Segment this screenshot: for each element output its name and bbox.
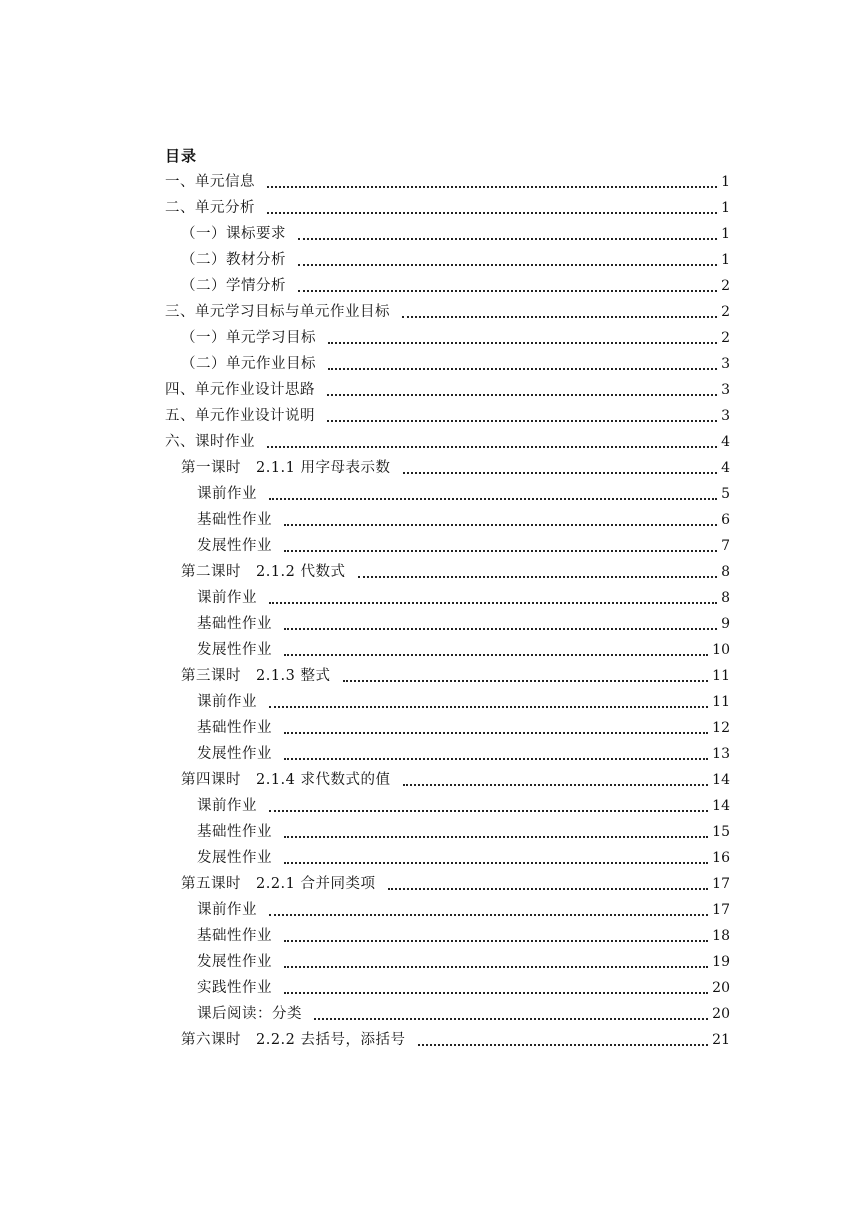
toc-entry[interactable] xyxy=(165,273,730,299)
toc-page-number: 8 xyxy=(721,564,730,580)
toc-page-number: 7 xyxy=(721,538,730,554)
toc-page-number: 17 xyxy=(712,876,730,892)
toc-entry-text: （一）单元学习目标 xyxy=(181,330,316,346)
toc-entry[interactable] xyxy=(165,325,730,351)
toc-page-number: 11 xyxy=(712,694,730,710)
toc-entry-text: 基础性作业 xyxy=(197,928,272,944)
toc-entry-text: 第一课时 2.1.1 用字母表示数 xyxy=(181,460,391,476)
toc-entry[interactable] xyxy=(165,377,730,403)
toc-entry[interactable] xyxy=(165,585,730,611)
toc-entry-text: （二）学情分析 xyxy=(181,278,286,294)
toc-page-number: 2 xyxy=(721,330,730,346)
toc-entry[interactable] xyxy=(165,169,730,195)
toc-dot-leader xyxy=(327,403,717,429)
toc-entry-text: 四、单元作业设计思路 xyxy=(165,382,315,398)
toc-page-number: 1 xyxy=(721,174,730,190)
toc-page-number: 16 xyxy=(712,850,730,866)
toc-entry[interactable] xyxy=(165,819,730,845)
toc-page-number: 4 xyxy=(721,434,730,450)
toc-page-number: 4 xyxy=(721,460,730,476)
toc-entry-text: （二）单元作业目标 xyxy=(181,356,316,372)
toc-page-number: 3 xyxy=(721,408,730,424)
toc-page-number: 19 xyxy=(712,954,730,970)
toc-dot-leader xyxy=(284,975,708,1001)
toc-page-number: 5 xyxy=(721,486,730,502)
toc-entry-text: （二）教材分析 xyxy=(181,252,286,268)
toc-page-number: 1 xyxy=(721,200,730,216)
toc-entry[interactable] xyxy=(165,559,730,585)
toc-entry[interactable] xyxy=(165,1001,730,1027)
toc-dot-leader xyxy=(298,273,717,299)
toc-entry-text: 基础性作业 xyxy=(197,824,272,840)
toc-entry[interactable] xyxy=(165,299,730,325)
toc-page-number: 20 xyxy=(712,1006,730,1022)
toc-dot-leader xyxy=(284,845,708,871)
toc-dot-leader xyxy=(402,299,717,325)
toc-dot-leader xyxy=(328,351,717,377)
toc-dot-leader xyxy=(284,507,717,533)
toc-page-number: 18 xyxy=(712,928,730,944)
toc-page-number: 3 xyxy=(721,382,730,398)
toc-entry[interactable] xyxy=(165,533,730,559)
toc-dot-leader xyxy=(328,325,717,351)
toc-dot-leader xyxy=(343,663,709,689)
toc-dot-leader xyxy=(267,195,717,221)
toc-entry-text: 第五课时 2.2.1 合并同类项 xyxy=(181,876,376,892)
toc-entry-text: 基础性作业 xyxy=(197,512,272,528)
toc-entry-text: 发展性作业 xyxy=(197,746,272,762)
toc-dot-leader xyxy=(403,455,717,481)
toc-entry[interactable] xyxy=(165,481,730,507)
toc-entry[interactable] xyxy=(165,1027,730,1053)
toc-dot-leader xyxy=(358,559,717,585)
toc-page-number: 14 xyxy=(712,798,730,814)
toc-dot-leader xyxy=(403,767,709,793)
toc-page-number: 6 xyxy=(721,512,730,528)
toc-entry-text: 基础性作业 xyxy=(197,720,272,736)
toc-page-number: 21 xyxy=(712,1032,730,1048)
toc-dot-leader xyxy=(269,585,717,611)
toc-entry[interactable] xyxy=(165,247,730,273)
toc-page-number: 1 xyxy=(721,226,730,242)
toc-entry[interactable] xyxy=(165,689,730,715)
toc-entry-text: 发展性作业 xyxy=(197,538,272,554)
toc-page-number: 11 xyxy=(712,668,730,684)
toc-dot-leader xyxy=(284,715,708,741)
toc-dot-leader xyxy=(298,221,717,247)
toc-page-number: 14 xyxy=(712,772,730,788)
toc-dot-leader xyxy=(284,923,708,949)
toc-dot-leader xyxy=(284,611,717,637)
toc-entry[interactable] xyxy=(165,975,730,1001)
toc-entry-text: 三、单元学习目标与单元作业目标 xyxy=(165,304,390,320)
toc-dot-leader xyxy=(327,377,717,403)
toc-dot-leader xyxy=(284,741,708,767)
toc-dot-leader xyxy=(314,1001,708,1027)
toc-list xyxy=(165,169,730,1053)
toc-entry[interactable] xyxy=(165,403,730,429)
toc-entry-text: 课后阅读：分类 xyxy=(197,1006,302,1022)
toc-entry-text: 课前作业 xyxy=(197,486,257,502)
toc-entry[interactable] xyxy=(165,767,730,793)
toc-entry[interactable] xyxy=(165,897,730,923)
toc-dot-leader xyxy=(269,793,708,819)
toc-page-number: 1 xyxy=(721,252,730,268)
toc-entry[interactable] xyxy=(165,351,730,377)
toc-entry[interactable] xyxy=(165,507,730,533)
toc-entry[interactable] xyxy=(165,923,730,949)
toc-entry[interactable] xyxy=(165,793,730,819)
toc-entry[interactable] xyxy=(165,741,730,767)
toc-entry[interactable] xyxy=(165,715,730,741)
toc-entry-text: 五、单元作业设计说明 xyxy=(165,408,315,424)
toc-entry[interactable] xyxy=(165,871,730,897)
toc-page-number: 15 xyxy=(712,824,730,840)
toc-dot-leader xyxy=(269,689,708,715)
toc-dot-leader xyxy=(267,169,717,195)
toc-entry[interactable] xyxy=(165,195,730,221)
toc-entry-text: 实践性作业 xyxy=(197,980,272,996)
toc-entry-text: 课前作业 xyxy=(197,694,257,710)
toc-dot-leader xyxy=(269,481,717,507)
toc-dot-leader xyxy=(269,897,708,923)
toc-dot-leader xyxy=(284,533,717,559)
toc-entry-text: 二、单元分析 xyxy=(165,200,255,216)
toc-entry-text: 第六课时 2.2.2 去括号，添括号 xyxy=(181,1032,406,1048)
toc-dot-leader xyxy=(284,819,708,845)
toc-page-number: 8 xyxy=(721,590,730,606)
toc-page-number: 10 xyxy=(712,642,730,658)
toc-entry-text: 发展性作业 xyxy=(197,850,272,866)
toc-entry[interactable] xyxy=(165,663,730,689)
toc-page-number: 2 xyxy=(721,304,730,320)
toc-entry[interactable] xyxy=(165,221,730,247)
toc-page-number: 12 xyxy=(712,720,730,736)
toc-entry[interactable] xyxy=(165,637,730,663)
toc-entry-text: 发展性作业 xyxy=(197,642,272,658)
toc-entry[interactable] xyxy=(165,429,730,455)
toc-entry-text: 六、课时作业 xyxy=(165,434,255,450)
toc-entry[interactable] xyxy=(165,845,730,871)
toc-dot-leader xyxy=(298,247,717,273)
toc-entry[interactable] xyxy=(165,455,730,481)
toc-page-number: 17 xyxy=(712,902,730,918)
toc-dot-leader xyxy=(388,871,709,897)
toc-dot-leader xyxy=(418,1027,709,1053)
toc-page-number: 13 xyxy=(712,746,730,762)
toc-page-number: 9 xyxy=(721,616,730,632)
toc-page-number: 3 xyxy=(721,356,730,372)
toc-entry-text: 发展性作业 xyxy=(197,954,272,970)
toc-entry-text: 课前作业 xyxy=(197,798,257,814)
toc-entry-text: 课前作业 xyxy=(197,902,257,918)
toc-dot-leader xyxy=(267,429,717,455)
toc-page-number: 20 xyxy=(712,980,730,996)
toc-dot-leader xyxy=(284,949,708,975)
toc-entry-text: 基础性作业 xyxy=(197,616,272,632)
toc-title: 目录 xyxy=(165,147,198,165)
toc-entry[interactable] xyxy=(165,949,730,975)
toc-entry-text: 一、单元信息 xyxy=(165,174,255,190)
toc-dot-leader xyxy=(284,637,708,663)
toc-entry-text: 第四课时 2.1.4 求代数式的值 xyxy=(181,772,391,788)
toc-page-number: 2 xyxy=(721,278,730,294)
toc-entry-text: 第三课时 2.1.3 整式 xyxy=(181,668,331,684)
toc-entry-text: 第二课时 2.1.2 代数式 xyxy=(181,564,346,580)
toc-entry[interactable] xyxy=(165,611,730,637)
toc-entry-text: （一）课标要求 xyxy=(181,226,286,242)
toc-entry-text: 课前作业 xyxy=(197,590,257,606)
